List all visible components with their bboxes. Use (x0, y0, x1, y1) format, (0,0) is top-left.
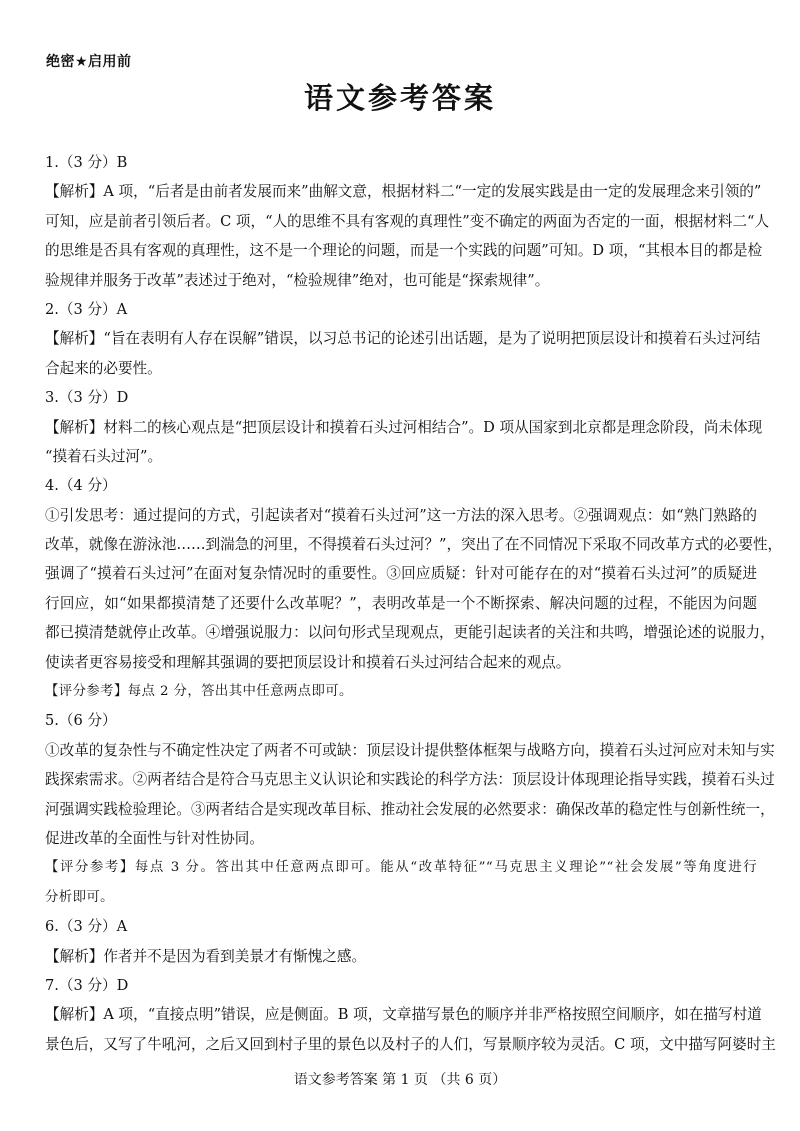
page-footer: 语文参考答案 第 1 页 （共 6 页） (293, 1072, 507, 1088)
text-line: 践探索需求。②两者结合是符合马克思主义认识论和实践论的科学方法：顶层设计体现理论指导实践，摸着石头过 (45, 771, 775, 789)
text-line: 改革，就像在游泳池……到湍急的河里，不得摸着石头过河？”，突出了在不同情况下采取不同改革方式的必要性， (45, 536, 783, 554)
question-2-header: 2.（3 分）A (45, 300, 128, 318)
text-line: 【解析】A 项，“直接点明”错误，应是侧面。B 项，文章描写景色的顺序并非严格按照空间顺序，如在描写村道 (45, 1006, 762, 1024)
scoring-note: 分析即可。 (45, 889, 114, 905)
text-line: 河强调实践检验理论。③两者结合是实现改革目标、推动社会发展的必然要求：确保改革的稳定性与创新性统一， (45, 800, 775, 818)
text-line: 使读者更容易接受和理解其强调的要把顶层设计和摸着石头过河结合起来的观点。 (45, 653, 571, 671)
question-4-header: 4.（4 分） (45, 477, 117, 495)
page-title: 语文参考答案 (303, 81, 496, 115)
text-line: 合起来的必要性。 (45, 359, 162, 377)
text-line: 【解析】作者并不是因为看到美景才有惭愧之感。 (45, 947, 367, 965)
text-line: 景色后，又写了牛吼河，之后又回到村子里的景色以及村子的人们，写景顺序较为灵活。C 项，文中描写阿婆时主 (45, 1035, 776, 1053)
text-line: 强调了“摸着石头过河”在面对复杂情况时的重要性。③回应质疑：针对可能存在的对“摸着石头过河”的质疑进 (45, 565, 757, 583)
text-line: 【解析】A 项，“后者是由前者发展而来”曲解文意，根据材料二“一定的发展实践是由一定的发展理念来引领的” (45, 183, 762, 201)
scoring-note: 【评分参考】每点 2 分，答出其中任意两点即可。 (45, 684, 353, 700)
text-line: 都已摸清楚就停止改革。④增强说服力：以问句形式呈现观点，更能引起读者的关注和共鸣，增强论述的说服力， (45, 624, 775, 642)
text-line: 验规律并服务于改革”表述过于绝对，“检验规律”绝对，也可能是“探索规律”。 (45, 271, 550, 289)
question-3-header: 3.（3 分）D (45, 389, 129, 407)
text-line: 行回应，如“如果都摸清楚了还要什么改革呢？”，表明改革是一个不断探索、解决问题的过程，不能因为问题 (45, 594, 757, 612)
question-1-header: 1.（3 分）B (45, 154, 128, 171)
scoring-note: 【评分参考】每点 3 分。答出其中任意两点即可。能从“改革特征”“马克思主义理论”“社会发展”等角度进行 (45, 860, 757, 876)
text-line: 可知，应是前者引领后者。C 项，“人的思维不具有客观的真理性”变不确定的两面为否定的一面，根据材料二“人 (45, 212, 770, 230)
text-line: “摸着石头过河”。 (45, 447, 163, 465)
text-line: ①引发思考：通过提问的方式，引起读者对“摸着石头过河”这一方法的深入思考。②强调观点：如“熟门熟路的 (45, 506, 757, 524)
question-5-header: 5.（6 分） (45, 712, 117, 730)
question-6-header: 6.（3 分）A (45, 918, 128, 936)
answer-content (45, 148, 783, 1059)
text-line: 促进改革的全面性与针对性协同。 (45, 829, 264, 847)
text-line: 的思维是否具有客观的真理性，这不是一个理论的问题，而是一个实践的问题”可知。D 项，“其根本目的都是检 (45, 242, 763, 260)
text-line: 【解析】材料二的核心观点是“把顶层设计和摸着石头过河相结合”。D 项从国家到北京都是理念阶段，尚未体现 (45, 418, 763, 436)
confidential-label: 绝密★启用前 (46, 54, 132, 70)
text-line: ①改革的复杂性与不确定性决定了两者不可或缺：顶层设计提供整体框架与战略方向，摸着石头过河应对未知与实 (45, 741, 775, 759)
text-line: 【解析】“旨在表明有人存在误解”错误，以习总书记的论述引出话题，是为了说明把顶层设计和摸着石头过河结 (45, 330, 761, 348)
question-7-header: 7.（3 分）D (45, 976, 129, 994)
